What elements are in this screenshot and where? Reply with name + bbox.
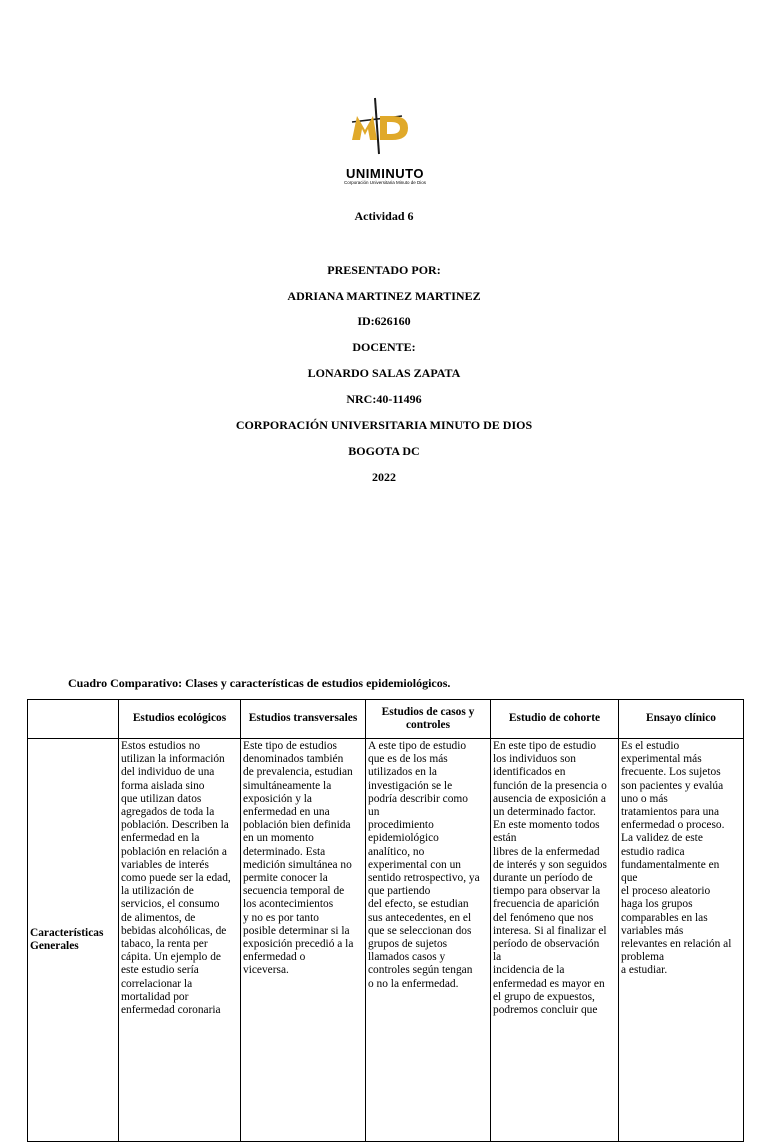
table-caption: Cuadro Comparativo: Clases y características de estudios epidemiológicos.: [68, 676, 451, 690]
student-id: ID:626160: [357, 314, 411, 328]
uniminuto-logo: [330, 96, 440, 186]
header-cohort: Estudio de cohorte: [491, 700, 619, 739]
nrc-code: NRC:40-11496: [346, 392, 422, 406]
logo-tagline: Corporación Universitaria Minuto de Dios: [343, 180, 427, 185]
table-header-row: [28, 700, 744, 739]
cell-cross-sectional: Este tipo de estudios denominados también de prevalencia, estudian simultáneamente la exposición y la enfermedad en una población bien definida en un momento determinado. Esta medición simultánea no permite conocer la secuencia temporal de los acontecimientos y no es por tanto posible determinar si la exposición precedió a la enfermedad o viceversa.: [241, 739, 366, 1142]
logo-brand-text: UNIMINUTO: [346, 166, 424, 181]
city: BOGOTA DC: [348, 444, 420, 458]
activity-title: Actividad 6: [354, 209, 414, 223]
institution-name: CORPORACIÓN UNIVERSITARIA MINUTO DE DIOS: [235, 418, 533, 432]
comparison-table: [27, 699, 744, 1142]
table-row: [28, 739, 744, 1142]
header-clinical-trial: Ensayo clínico: [619, 700, 744, 739]
cell-case-control: A este tipo de estudio que es de los más utilizados en la investigación se le podría describir como un procedimiento epidemiológico analítico, no experimental con un sentido retrospectivo, ya que partiendo del efecto, se estudian sus antecedentes, en el que se seleccionan dos grupos de sujetos llamados casos y controles según tengan o no la enfermedad.: [366, 739, 491, 1142]
teacher-label: DOCENTE:: [352, 340, 416, 354]
cell-ecological: Estos estudios no utilizan la información del individuo de una forma aislada sino que utilizan datos agregados de toda la población. Describen la enfermedad en la población en relación a variables de interés como puede ser la edad, la utilización de servicios, el consumo de alimentos, de bebidas alcohólicas, de tabaco, la renta per cápita. Un ejemplo de este estudio sería correlacionar la mortalidad por enfermedad coronaria: [119, 739, 241, 1142]
md-cross-logo-icon: [330, 96, 440, 166]
header-ecological: Estudios ecológicos: [119, 700, 241, 739]
cell-clinical-trial: Es el estudio experimental más frecuente. Los sujetos son pacientes y evalúa uno o más tratamientos para una enfermedad o proceso. La validez de este estudio radica fundamentalmente en que el proceso aleatorio haga los grupos comparables en las variables más relevantes en relación al problema a estudiar.: [619, 739, 744, 1142]
presented-by-label: PRESENTADO POR:: [327, 263, 441, 277]
student-name: ADRIANA MARTINEZ MARTINEZ: [287, 289, 481, 303]
header-empty: [28, 700, 119, 739]
year: 2022: [372, 470, 396, 484]
header-cross-sectional: Estudios transversales: [241, 700, 366, 739]
teacher-name: LONARDO SALAS ZAPATA: [307, 366, 461, 380]
header-case-control: Estudios de casos y controles: [366, 700, 491, 739]
row-label: Características Generales: [28, 739, 119, 1142]
cell-cohort: En este tipo de estudio los individuos son identificados en función de la presencia o ausencia de exposición a un determinado factor. En este momento todos están libres de la enfermedad de interés y son seguidos durante un período de tiempo para observar la frecuencia de aparición del fenómeno que nos interesa. Si al finalizar el período de observación la incidencia de la enfermedad es mayor en el grupo de expuestos, podremos concluir que: [491, 739, 619, 1142]
